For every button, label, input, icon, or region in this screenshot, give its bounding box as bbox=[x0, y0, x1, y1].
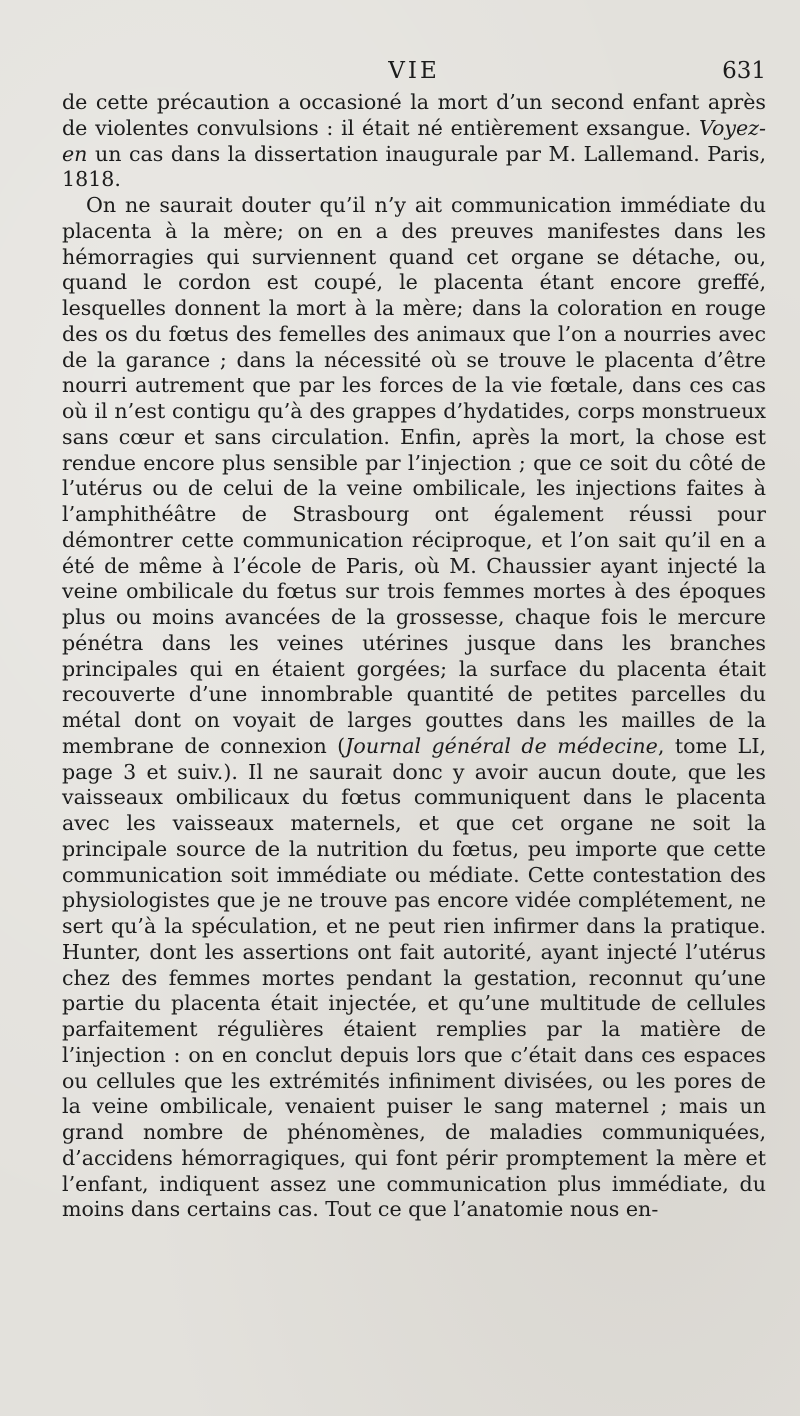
page-number: 631 bbox=[722, 58, 766, 84]
journal-title: Journal général de médecine bbox=[345, 733, 658, 758]
paragraph-continuation bbox=[62, 90, 766, 193]
text-segment: , tome LI, page 3 et suiv.). Il ne saurait donc y avoir aucun doute, que les vaisseaux ombilicaux du fœtus communiquent dans le placenta avec les vaisseaux maternels, et que cet organe ne soit la principale source de la nutrition du fœtus, peu importe que cette communication soit immédiate ou médiate. Cette contestation des physiologistes que je ne trouve pas encore vidée complétement, ne sert qu’à la spéculation, et ne peut rien infirmer dans la pratique. Hunter, dont les assertions ont fait autorité, ayant injecté l’utérus chez des femmes mortes pendant la gestation, reconnut qu’une partie du placenta était injectée, et qu’une multitude de cellules parfaitement régulières étaient remplies par la matière de l’injection : on en conclut depuis lors que c’était dans ces espaces ou cellules que les extrémités infiniment divisées, ou les pores de la veine ombilicale, venaient puiser le sang maternel ; mais un grand nombre de phénomènes, de maladies communiquées, d’accidens hémorragiques, qui font périr promptement la mère et l’enfant, indiquent assez une communication plus immédiate, du moins dans certains cas. Tout ce que l’anatomie nous en- bbox=[62, 733, 766, 1222]
running-title: VIE bbox=[388, 58, 440, 84]
italic-reference: Voyez-en bbox=[62, 115, 766, 166]
book-page bbox=[62, 58, 766, 1298]
text-segment: On ne saurait douter qu’il n’y ait communication immédiate du placenta à la mère; on en a des preuves manifestes dans les hémorragies qui surviennent quand cet organe se détache, ou, quand le cordon est coupé, le placenta étant encore greffé, lesquelles donnent la mort à la mère; dans la coloration en rouge des os du fœtus des femelles des animaux que l’on a nourries avec de la garance ; dans la nécessité où se trouve le placenta d’être nourri autrement que par les forces de la vie fœtale, dans ces cas où il n’est contigu qu’à des grappes d’hydatides, corps monstrueux sans cœur et sans circulation. Enfin, après la mort, la chose est rendue encore plus sensible par l’injection ; que ce soit du côté de l’utérus ou de celui de la veine ombilicale, les injections faites à l’amphithéâtre de Strasbourg ont également réussi pour démontrer cette communication réciproque, et l’on sait qu’il en a été de même à l’école de Paris, où M. Chaussier ayant injecté la veine ombilicale du fœtus sur trois femmes mortes à des époques plus ou moins avancées de la grossesse, chaque fois le mercure pénétra dans les veines utérines jusque dans les branches principales qui en étaient gorgées; la surface du placenta était recouverte d’une innombrable quantité de petites parcelles du métal dont on voyait de larges gouttes dans les mailles de la membrane de connexion ( bbox=[62, 193, 766, 758]
body-text bbox=[62, 90, 766, 1223]
running-head bbox=[62, 58, 766, 90]
text-segment: de cette précaution a occasioné la mort d’un second enfant après de violentes convulsions : il était né entièrement exsangue. bbox=[62, 90, 766, 140]
paragraph-placenta bbox=[62, 193, 766, 1223]
text-segment: un cas dans la dissertation inaugurale par M. Lallemand. Paris, 1818. bbox=[62, 141, 766, 192]
